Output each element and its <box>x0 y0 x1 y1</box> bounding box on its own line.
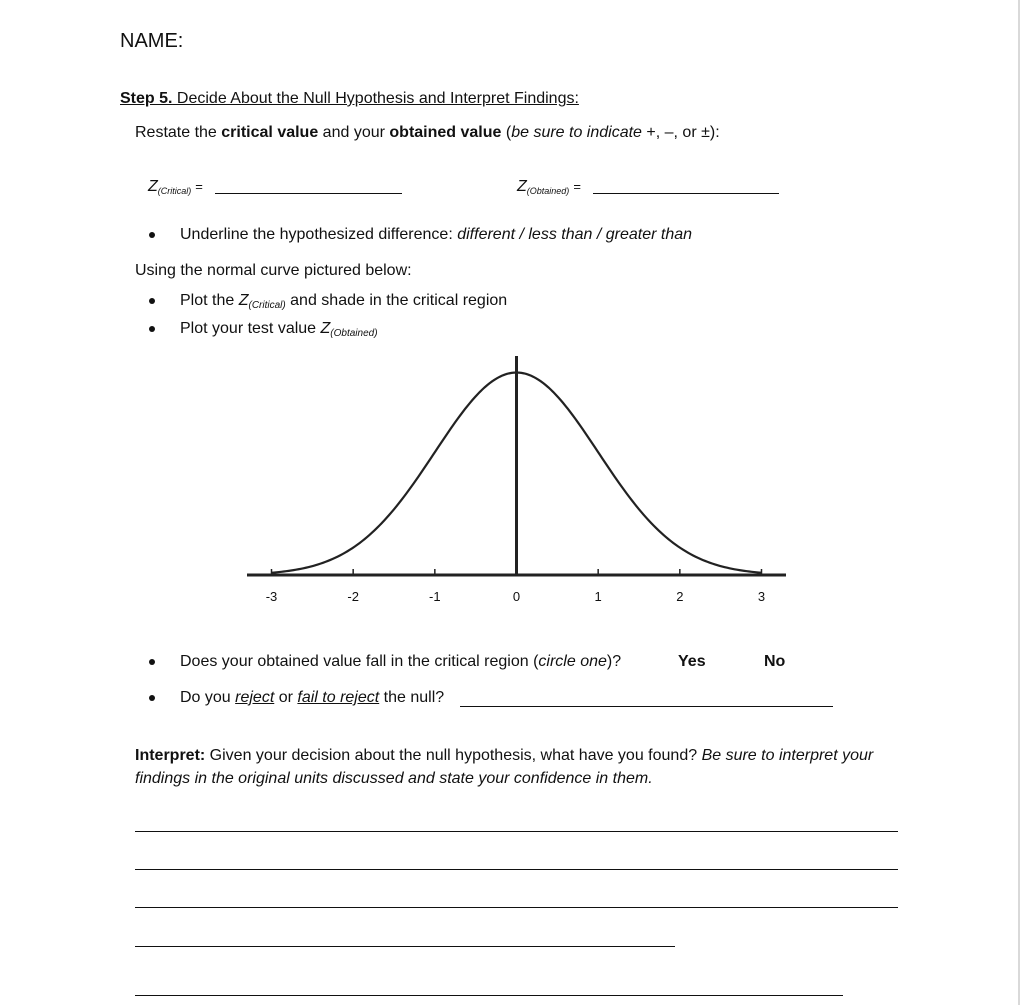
answer-line-4[interactable] <box>135 946 675 947</box>
yes-option[interactable]: Yes <box>678 653 706 670</box>
x-tick-label: 0 <box>512 589 521 604</box>
x-tick-label: 3 <box>757 589 766 604</box>
interpret-label: Interpret: <box>135 747 206 764</box>
z-critical-sub: (Critical) <box>248 300 286 311</box>
z-letter: Z <box>238 292 249 309</box>
answer-line-2[interactable] <box>135 869 898 870</box>
x-tick-label: -2 <box>347 589 359 604</box>
critical-region-suffix: )? <box>606 653 622 670</box>
answer-line-1[interactable] <box>135 831 898 832</box>
curve-intro: Using the normal curve pictured below: <box>135 262 412 279</box>
obtained-value-term: obtained value <box>389 124 502 141</box>
critical-region-question <box>180 653 621 671</box>
x-tick-label: -1 <box>429 589 441 604</box>
bullet <box>149 659 155 665</box>
interpret-italic-note: Be sure to interpret your findings in the original units discussed and state your confidence in them. <box>135 747 874 787</box>
z-letter: Z <box>320 320 331 337</box>
reject-question <box>180 689 444 707</box>
reject-answer-line[interactable] <box>460 706 833 707</box>
reject-prefix: Do you <box>180 689 236 706</box>
plot-critical-prefix: Plot the <box>180 292 239 309</box>
reject-term: reject <box>235 689 275 706</box>
no-option[interactable]: No <box>764 653 786 670</box>
bullet <box>149 695 155 701</box>
restate-symbols: +, –, or ±): <box>641 124 720 141</box>
reject-or: or <box>274 689 298 706</box>
x-tick-label: 2 <box>676 589 684 604</box>
restate-prefix: Restate the <box>135 124 222 141</box>
z-letter: Z <box>517 178 527 195</box>
x-tick-label: 1 <box>594 589 602 604</box>
step-number: Step 5. <box>120 90 173 107</box>
step-title-text: Decide About the Null Hypothesis and Interpret Findings: <box>172 90 579 107</box>
interpret-instruction <box>135 744 895 790</box>
fail-to-reject-term: fail to reject <box>297 689 380 706</box>
z-critical-sub: (Critical) <box>157 186 192 196</box>
reject-suffix: the null? <box>379 689 445 706</box>
restate-paren: ( <box>501 124 512 141</box>
z-critical-equals: = <box>195 179 203 194</box>
difference-options[interactable]: different / less than / greater than <box>457 226 693 243</box>
z-letter: Z <box>148 178 158 195</box>
restate-middle: and your <box>318 124 390 141</box>
answer-line-3[interactable] <box>135 907 898 908</box>
critical-value-term: critical value <box>221 124 319 141</box>
x-tick-label: -3 <box>265 589 278 604</box>
name-label: NAME: <box>120 30 184 52</box>
z-obtained-sub: (Obtained) <box>526 186 570 196</box>
plot-critical-suffix: and shade in the critical region <box>285 292 508 309</box>
restate-note: be sure to indicate <box>511 124 642 141</box>
critical-region-prefix: Does your obtained value fall in the critical region ( <box>180 653 539 670</box>
answer-line-5[interactable] <box>135 995 843 996</box>
z-obtained-sub: (Obtained) <box>330 328 378 339</box>
interpret-text: Given your decision about the null hypothesis, what have you found? <box>205 747 702 764</box>
z-obtained-equals: = <box>573 179 581 194</box>
plot-obtained-prefix: Plot your test value <box>180 320 321 337</box>
circle-one-note: circle one <box>538 653 607 670</box>
underline-task-prefix: Underline the hypothesized difference: <box>180 226 458 243</box>
